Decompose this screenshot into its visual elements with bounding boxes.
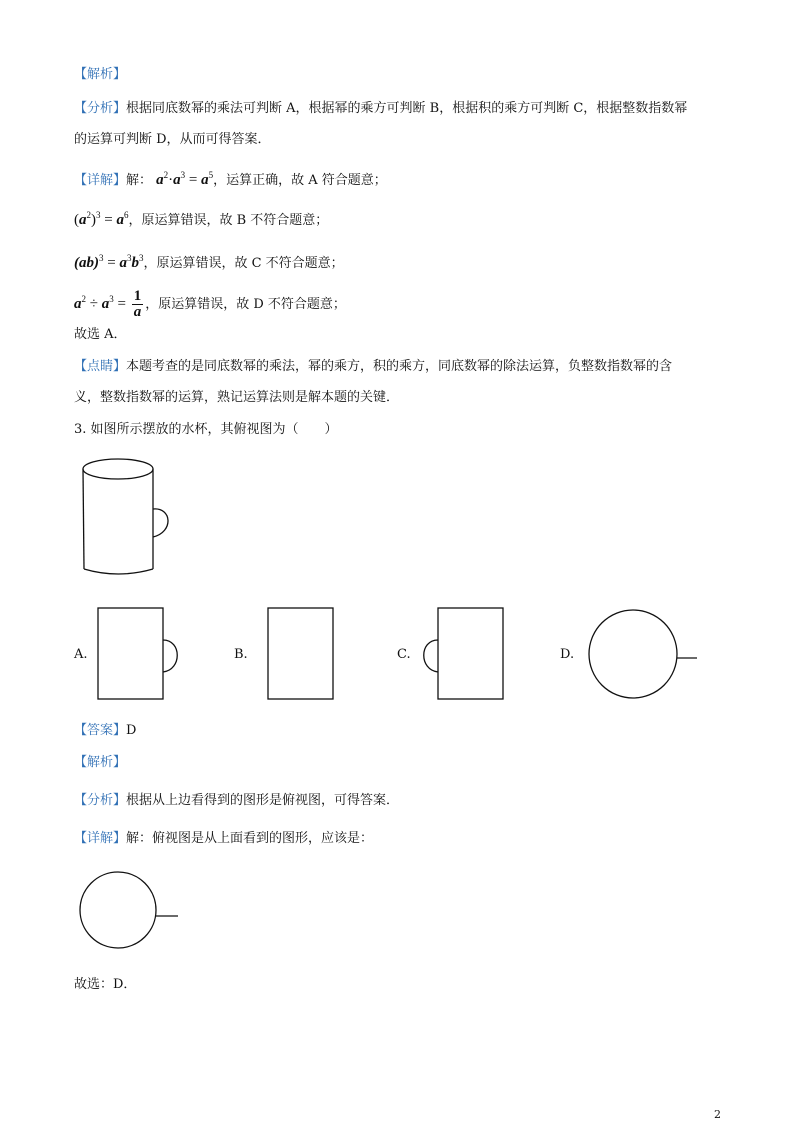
equation-c: $(ab)^3 = a^3b^3$ xyxy=(74,253,144,271)
option-a-handle xyxy=(163,640,177,672)
equation-b-comment: ，原运算错误，故 B 不符合题意； xyxy=(128,213,329,228)
option-d-label: D. xyxy=(560,647,575,662)
answer-tag: 【答案】 xyxy=(74,723,127,738)
detail-line-c xyxy=(74,249,344,273)
option-c-figure xyxy=(420,607,506,701)
analysis-tag-3: 【分析】 xyxy=(74,793,127,808)
analysis-heading-3: 【解析】 xyxy=(74,755,127,770)
option-b-figure xyxy=(267,607,337,701)
analysis-text-line1: 根据同底数幂的乘法可判断 A，根据幂的乘方可判断 B，根据积的乘方可判断 C，根据整数指数幂 xyxy=(126,101,688,116)
equation-a: $a^2\cdot a^3 = a^5$ xyxy=(156,170,214,188)
answer-line xyxy=(74,722,136,740)
equation-c-comment: ，原运算错误，故 C 不符合题意； xyxy=(143,256,344,271)
cup-left-side xyxy=(83,469,84,569)
option-c-rect xyxy=(438,608,503,699)
analysis-paragraph-3 xyxy=(74,792,399,810)
option-a-rect xyxy=(98,608,163,699)
analysis-text-3: 根据从上边看得到的图形是俯视图，可得答案． xyxy=(126,793,400,808)
top-view-figure xyxy=(78,871,180,951)
option-b-label: B. xyxy=(234,647,248,662)
remark-text-line2: 义，整数指数幂的运算，熟记运算法则是解本题的关键． xyxy=(74,390,400,405)
detail-line-b xyxy=(74,206,328,230)
option-a-label: A. xyxy=(74,647,88,662)
detail-tag: 【详解】 xyxy=(74,173,127,188)
choose-answer-1: 故选 A． xyxy=(74,327,127,342)
page-number: 2 xyxy=(714,1108,721,1121)
equation-d: $a^2 \div a^3$ = $\frac{1}{a}$ xyxy=(74,288,142,321)
detail-paragraph-3 xyxy=(74,830,373,848)
option-d-circle xyxy=(589,610,677,698)
equation-a-comment: ，运算正确，故 A 符合题意； xyxy=(213,173,387,188)
analysis-heading: 【解析】 xyxy=(74,67,127,82)
detail-line-a xyxy=(74,166,387,190)
option-c-label: C. xyxy=(397,647,411,662)
cup-handle xyxy=(153,509,168,537)
analysis-paragraph xyxy=(74,100,687,118)
answer-value: D xyxy=(126,723,137,738)
option-c-handle xyxy=(424,640,438,672)
detail-tag-3: 【详解】 xyxy=(74,831,127,846)
detail-text-3: 解：俯视图是从上面看到的图形，应该是： xyxy=(126,831,374,846)
option-d-figure xyxy=(587,608,699,700)
remark-tag: 【点睛】 xyxy=(74,359,127,374)
analysis-tag: 【分析】 xyxy=(74,101,127,116)
remark-paragraph xyxy=(74,358,672,376)
cup-figure xyxy=(80,458,180,580)
question-3: 3. 如图所示摆放的水杯，其俯视图为（ ） xyxy=(74,422,338,437)
cup-rim xyxy=(83,459,153,479)
top-view-circle xyxy=(80,872,156,948)
option-b-rect xyxy=(268,608,333,699)
cup-bottom xyxy=(84,569,153,574)
detail-lead: 解： xyxy=(126,173,153,188)
equation-b: $(a^2)^3 = a^6$ xyxy=(74,210,129,228)
choose-answer-3: 故选：D． xyxy=(74,977,137,992)
equation-d-comment: ，原运算错误，故 D 不符合题意； xyxy=(145,297,346,312)
analysis-text-line2: 的运算可判断 D，从而可得答案． xyxy=(74,132,271,147)
fraction: $\frac{1}{a}$ xyxy=(133,288,142,321)
detail-line-d xyxy=(74,282,346,322)
option-a-figure xyxy=(97,607,183,701)
remark-text-line1: 本题考查的是同底数幂的乘法，幂的乘方，积的乘方，同底数幂的除法运算，负整数指数幂的含 xyxy=(126,359,673,374)
